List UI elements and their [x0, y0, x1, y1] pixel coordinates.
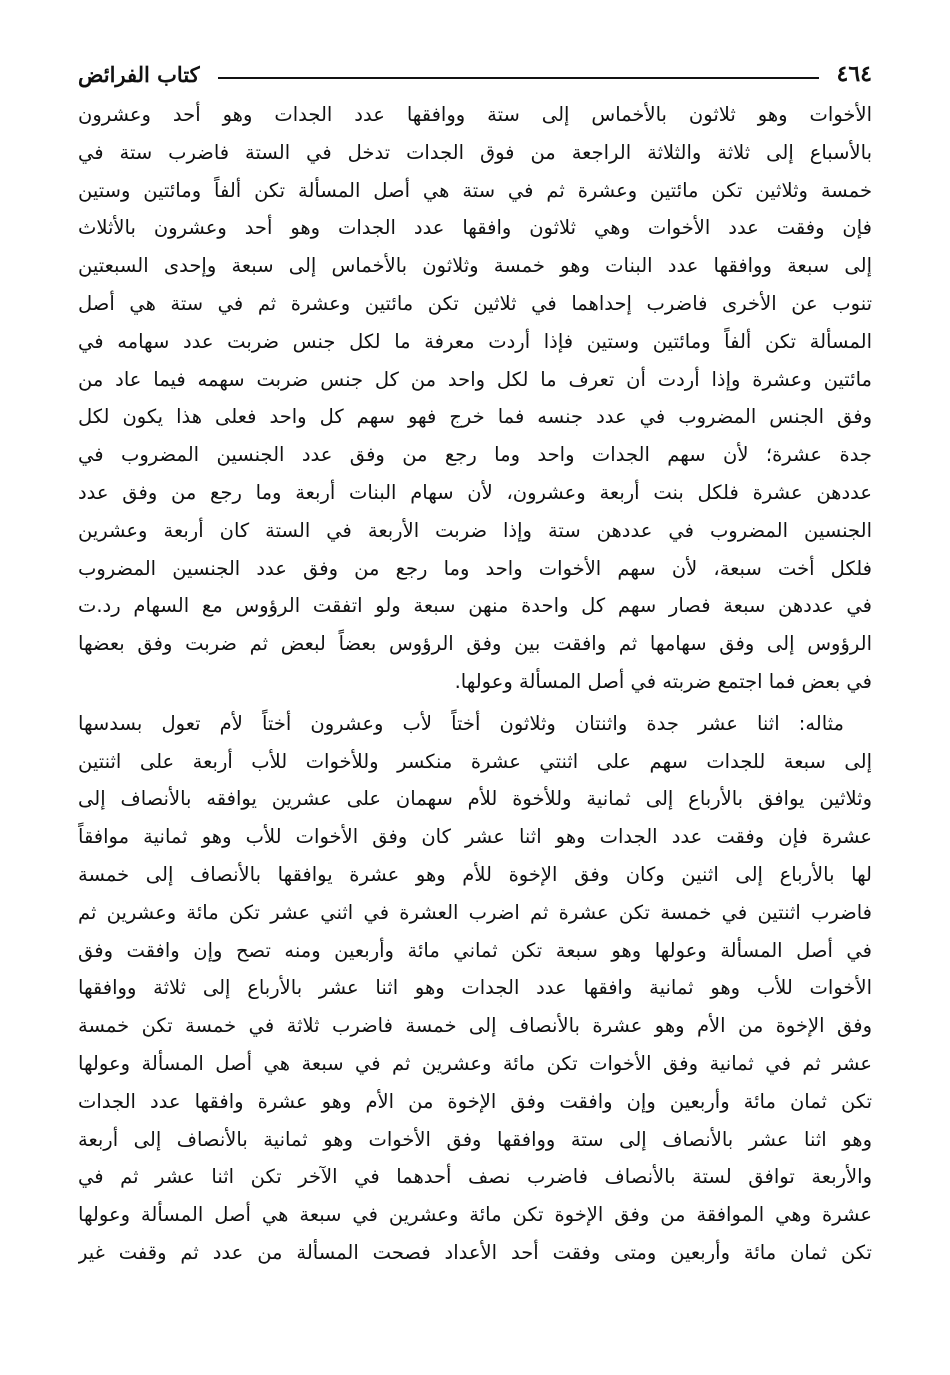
body-text: [78, 96, 872, 1272]
text-line: وهو اثنا عشر بالأنصاف إلى ستة ووافقها وفق الأخوات وهو ثمانية بالأنصاف إلى أربعة: [78, 1127, 872, 1151]
header-rule: [218, 77, 819, 79]
book-title: كتاب الفرائض: [78, 61, 200, 87]
text-line: وفق الإخوة من الأم وهو عشرة بالأنصاف إلى خمسة فاضرب ثلاثة في خمسة تكن خمسة: [78, 1014, 872, 1038]
text-line: مثاله: اثنا عشر جدة واثنتان وثلاثون أختاً لأب وعشرون أختاً لأم تعول بسدسها: [78, 711, 844, 735]
text-line: بالأسباع إلى ثلاثة والثلاثة الراجعة من فوق الجدات تدخل في الستة فاضرب ستة في: [78, 140, 872, 164]
text-line: عشرة وهي الموافقة من وفق الإخوة تكن مائة وعشرين في سبعة هي أصل المسألة وعولها: [78, 1203, 872, 1227]
text-line: إلى سبعة ووافقها عدد البنات وهو خمسة وثلاثون بالأخماس إلى سبعة وإحدى السبعتين: [78, 254, 872, 278]
page-number: ٤٦٤: [836, 61, 872, 87]
text-line: الجنسين المضروب في عددهن ستة وإذا ضربت الأربعة في الستة كان أربعة وعشرين: [78, 518, 872, 542]
text-line: وفق الجنس المضروب في عدد جنسه فما خرج فهو سهم كل واحد فعلى هذا يكون لكل: [78, 405, 872, 429]
text-line: تكن ثمان مائة وأربعين ومتى وفقت أحد الأعداد فصحت المسألة من عدد ثم وقفت غير: [78, 1240, 872, 1264]
text-line: في أصل المسألة وعولها وهو سبعة تكن ثماني مائة وأربعين ومنه تصح وإن وافقت وفق: [78, 938, 872, 962]
text-line: خمسة وثلاثين تكن مائتين وعشرة ثم في ستة هي أصل المسألة تكن ألفاً ومائتين وستين: [78, 178, 872, 202]
text-line: والأربعة توافق لستة بالأنصاف فاضرب نصف أحدهما في الآخر تكن اثنا عشر ثم في: [78, 1165, 872, 1189]
text-line: الأخوات وهو ثلاثون بالأخماس إلى ستة ووافقها عدد الجدات وهو أحد وعشرون: [78, 103, 872, 126]
text-line: عددهن عشرة فلكل بنت أربعة وعشرون، لأن سهام البنات أربعة وما رجع من وفق عدد: [78, 480, 872, 504]
text-line: المسألة تكن ألفاً ومائتين وستين فإذا أردت معرفة ما لكل جنس ضربت عدد سهامه في: [78, 329, 872, 353]
text-line: فلكل أخت سبعة، لأن سهم الأخوات واحد وما رجع من وفق عدد الجنسين المضروب: [78, 556, 872, 580]
text-line: مائتين وعشرة وإذا أردت أن تعرف ما لكل واحد من كل جنس ضربت سهمه فيما عاد من: [78, 367, 872, 391]
text-line: عشرة فإن وفقت عدد الجدات وهو اثنا عشر كان وفق الأخوات للأب وهو ثمانية موافقاً: [78, 825, 872, 849]
text-line: عشر ثم في ثمانية وفق الأخوات تكن مائة وعشرين ثم في سبعة هي أصل المسألة وعولها: [78, 1051, 872, 1075]
text-line: فإن وفقت عدد الأخوات وهي ثلاثون وافقها عدد الجدات وهو أحد وعشرون بالأثلاث: [78, 216, 872, 240]
text-line: في عددهن سبعة فصار سهم كل واحدة منهن سبعة ولو اتفقت الرؤوس مع السهام رد.ت: [78, 594, 872, 618]
text-line: تكن ثمان مائة وأربعين وإن وافقت وفق الإخوة من الأم وهو عشرة وافقها عدد الجدات: [78, 1089, 872, 1113]
text-line: فاضرب اثنتين في خمسة تكن عشرة ثم اضرب العشرة في اثني عشر تكن مائة وعشرين ثم: [78, 900, 872, 924]
text-line: الرؤوس إلى وفق سهامها ثم وافقت بين وفق الرؤوس بعضاً لبعض ثم ضربت وفق بعضها: [78, 632, 872, 656]
text-line: تنوب عن الأخرى فاضرب إحداهما في ثلاثين تكن مائتين وعشرة ثم في ستة هي أصل: [78, 291, 872, 315]
text-line: وثلاثين يوافق بالأرباع إلى ثمانية وللأخوة للأم سهمان على عشرين يوافقه بالأنصاف إلى: [78, 787, 872, 811]
page-header: [78, 54, 872, 94]
text-line: في بعض فما اجتمع ضربته في أصل المسألة وعولها.: [454, 669, 872, 693]
text-line: لها بالأرباع إلى اثنين وكان وفق الإخوة للأم وهو عشرة يوافقها بالأنصاف إلى خمسة: [78, 862, 872, 886]
text-line: الأخوات للأب وهو ثمانية وافقها عدد الجدات وهو اثنا عشر بالأرباع إلى ثلاثة ووافقها: [78, 976, 872, 1000]
text-line: إلى سبعة للجدات سهم على اثنتي عشرة منكسر وللأخوات للأب أربعة على اثنتين: [78, 749, 872, 773]
text-line: جدة عشرة؛ لأن سهم الجدات واحد وما رجع من وفق عدد الجنسين المضروب في: [78, 443, 872, 467]
